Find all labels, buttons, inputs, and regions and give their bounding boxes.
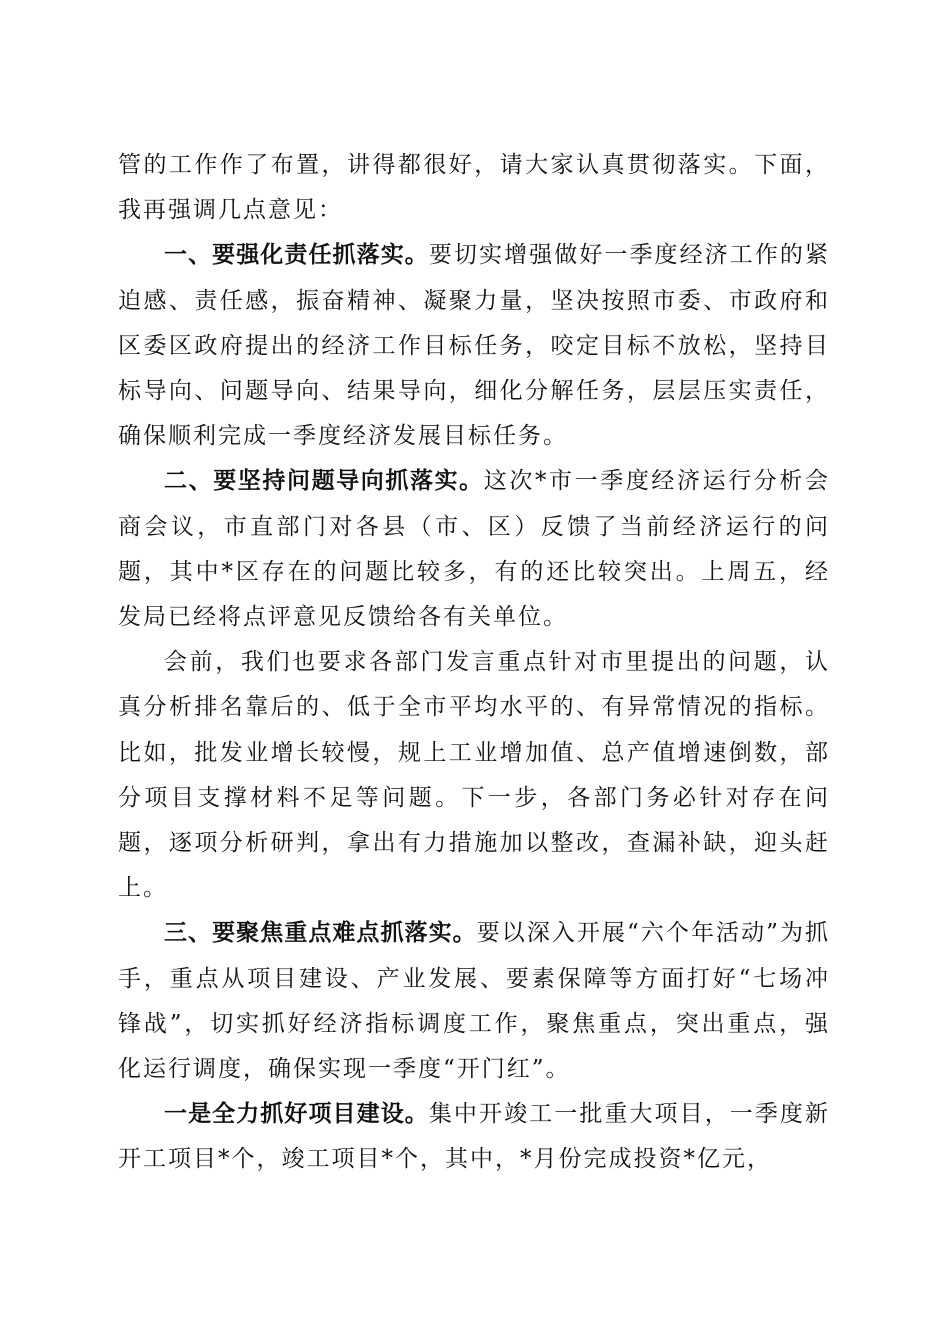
document-body bbox=[118, 143, 830, 1183]
paragraph-text: 这次*市一季度经济运行分析会商会议，市直部门对各县（市、区）反馈了当前经济运行的问题，其中*区存在的问题比较多，有的还比较突出。上周五，经发局已经将点评意见反馈给各有关单位。 bbox=[118, 468, 831, 631]
section-heading: 三、要聚焦重点难点抓落实。 bbox=[164, 920, 477, 947]
subsection-heading: 一是全力抓好项目建设。 bbox=[164, 1101, 429, 1128]
paragraph-text: 要以深入开展“六个年活动”为抓手，重点从项目建设、产业发展、要素保障等方面打好“七场冲锋战”，切实抓好经济指标调度工作，聚焦重点，突出重点，强化运行调度，确保实现一季度“开门红”。 bbox=[118, 920, 830, 1083]
paragraph-meeting bbox=[118, 640, 830, 911]
paragraph-text: 管的工作作了布置，讲得都很好，请大家认真贯彻落实。下面，我再强调几点意见： bbox=[118, 152, 830, 224]
paragraph-intro bbox=[118, 143, 830, 233]
section-heading: 一、要强化责任抓落实。 bbox=[164, 242, 429, 269]
paragraph-text: 会前，我们也要求各部门发言重点针对市里提出的问题，认真分析排名靠后的、低于全市平均水平的、有异常情况的指标。比如，批发业增长较慢，规上工业增加值、总产值增速倒数，部分项目支撑材料不足等问题。下一步，各部门务必针对存在问题，逐项分析研判，拿出有力措施加以整改，查漏补缺，迎头赶上。 bbox=[118, 649, 830, 902]
paragraph-section-1 bbox=[118, 233, 830, 459]
paragraph-subsection-1 bbox=[118, 1092, 830, 1182]
section-heading: 二、要坚持问题导向抓落实。 bbox=[164, 468, 484, 495]
paragraph-text: 要切实增强做好一季度经济工作的紧迫感、责任感，振奋精神、凝聚力量，坚决按照市委、市政府和区委区政府提出的经济工作目标任务，咬定目标不放松，坚持目标导向、问题导向、结果导向，细化分解任务，层层压实责任，确保顺利完成一季度经济发展目标任务。 bbox=[118, 242, 831, 450]
paragraph-section-2 bbox=[118, 459, 830, 640]
paragraph-text: 集中开竣工一批重大项目，一季度新开工项目*个，竣工项目*个，其中，*月份完成投资*亿元， bbox=[118, 1101, 831, 1173]
paragraph-section-3 bbox=[118, 911, 830, 1092]
